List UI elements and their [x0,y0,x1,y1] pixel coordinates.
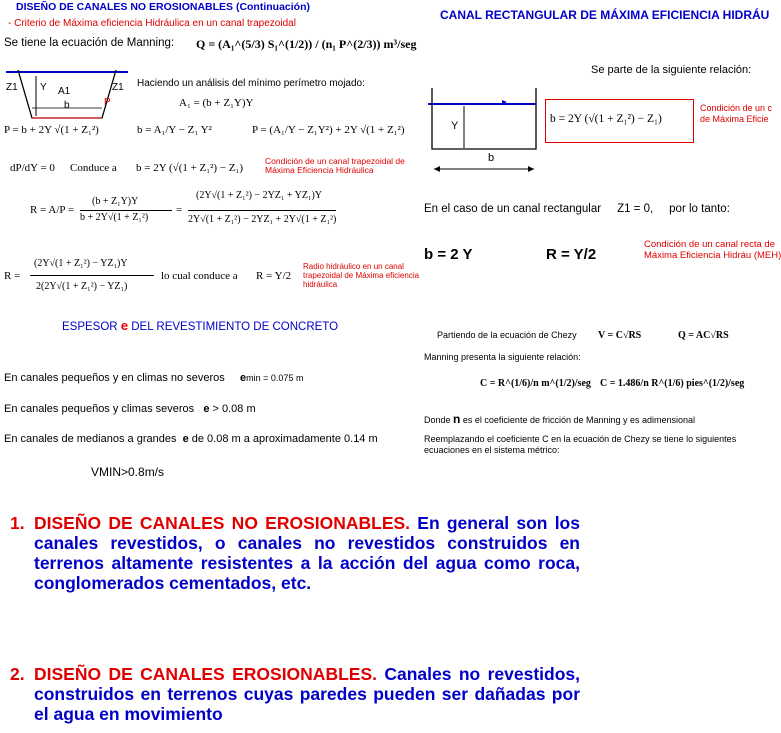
rect-label-y: Y [451,120,459,132]
eq-area: A₁ = (b + Z₁Y)Y [179,97,254,109]
espesor-title-b: DEL REVESTIMIENTO DE CONCRETO [131,321,339,333]
espesor-title-a: ESPESOR [62,321,118,333]
manning-equation: Q = (A₁^(5/3) S₁^(1/2)) / (n₁ P^(2/3)) m³/seg [196,37,417,51]
conduce-text: Conduce a [70,162,117,174]
eq-box-text: b = 2Y (√(1 + Z₁²) − Z₁) [550,113,662,125]
caso-text: En el caso de un canal rectangular Z1 = 0, por lo tanto: [424,203,730,215]
fraction-bar-2 [188,210,336,211]
chezy-intro: Partiendo de la ecuación de Chezy [437,330,577,340]
list-head-1: DISEÑO DE CANALES NO EROSIONABLES. [34,513,411,533]
chezy-eq-v: V = C√RS [598,330,642,341]
eq-r2-num: (2Y√(1 + Z₁²) − YZ₁)Y [34,258,128,269]
label-b: b [64,100,70,111]
rect-label-b: b [488,152,495,164]
line3-text: En canales de medianos a grandes [4,433,177,445]
donde-n: n [453,412,461,426]
line1-text: En canales pequeños y en climas no severos [4,372,225,384]
line1-e: e [240,372,247,384]
eq-b: b = A₁/Y − Z₁ Y² [137,124,212,136]
label-y: Y [40,82,47,93]
c-eq-metric: C = R^(1/6)/n m^(1/2)/seg [480,378,591,389]
donde-b: es el coeficiente de fricción de Manning y es adimensional [462,415,696,425]
list-num-2: 2. [10,664,25,684]
eq-r1-lhs: R = A/P = [30,204,75,216]
eq-r1-num: (b + Z₁Y)Y [92,196,139,207]
eq-r1-den2: 2Y√(1 + Z₁²) − 2YZ₁ + 2Y√(1 + Z₁²) [188,214,337,225]
fraction-bar-1 [80,210,172,211]
reemplazando-text: Reemplazando el coeficiente C en la ecuación de Chezy se tiene lo siguientes ecuaciones en el sistema métrico: [424,434,737,455]
list-item-1 [10,513,580,593]
line2-text: En canales pequeños y climas severos [4,403,195,415]
analysis-text: Haciendo un análisis del mínimo perímetro mojado: [137,78,365,89]
line3-value: de 0.08 m a aproximadamente 0.14 m [191,433,378,445]
list-head-2: DISEÑO DE CANALES EROSIONABLES. [34,664,377,684]
label-z1-left: Z1 [6,82,18,93]
line2-e: e [203,403,210,415]
espesor-line-1 [4,372,303,384]
eq-r2-den: 2(2Y√(1 + Z₁²) − YZ₁) [36,281,128,292]
note-box: Condición de un c de Máxima Eficie [700,103,773,124]
vmin-text: VMIN>0.8m/s [91,465,165,479]
manning-intro: Se tiene la ecuación de Manning: [4,37,175,49]
lo-cual-text: lo cual conduce a [161,270,238,282]
eq-p2: P = (A₁/Y − Z₁Y²) + 2Y √(1 + Z₁²) [252,124,405,136]
line2-value: > 0.08 m [212,403,256,415]
manning-relation-text: Manning presenta la siguiente relación: [424,352,581,362]
eq-equals-1: = [176,204,183,216]
eq-r1-num2: (2Y√(1 + Z₁²) − 2YZ₁ + YZ₁)Y [196,190,323,201]
right-title: CANAL RECTANGULAR DE MÁXIMA EFICIENCIA HIDRÁU [440,8,770,22]
parte-text: Se parte de la siguiente relación: [591,64,752,76]
left-title: DISEÑO DE CANALES NO EROSIONABLES (Continuación) [16,1,311,13]
note-meh: Condición de un canal recta de Máxima Eficiencia Hidráu (MEH) [644,239,781,261]
fraction-bar-3 [30,275,154,276]
list-text-2: Canales no revestidos, construidos en terrenos cuyas paredes pueden ser dañadas por el agua en movimiento [34,664,580,724]
r-equals-y2: R = Y/2 [546,246,597,263]
eq-r2-lhs: R = [4,270,21,282]
b-equals-2y: b = 2 Y [424,246,473,263]
label-p: P [104,97,111,108]
espesor-line-3 [4,433,378,445]
rectangle-diagram [424,82,544,177]
list-text-1: En general son los canales revestidos, o canales no revestidos construidos en terrenos altamente resistentes a la acción del agua como roca, conglomerados cementados, etc. [34,513,580,593]
note-radio: Radio hidráulico en un canal trapezoidal de Máxima eficiencia hidráulica [303,262,420,289]
espesor-title [62,318,338,333]
label-a1: A1 [58,86,71,97]
list-num-1: 1. [10,513,25,533]
eq-r-final: R = Y/2 [256,270,292,282]
eq-b-optimal: b = 2Y (√(1 + Z₁²) − Z₁) [136,162,243,174]
line1-value: min = 0.075 m [246,373,304,383]
eq-derivative: dP/dY = 0 [10,162,55,174]
c-eq-imperial: C = 1.486/n R^(1/6) pies^(1/2)/seg [600,378,745,389]
espesor-e: e [120,318,129,333]
label-z1-right: Z1 [112,82,124,93]
criterio-text: - Criterio de Máxima eficiencia Hidráulica en un canal trapezoidal [8,18,296,29]
donde-text [424,412,695,426]
line3-e: e [182,433,189,445]
donde-a: Donde [424,415,451,425]
eq-r1-den: b + 2Y√(1 + Z₁²) [80,212,149,223]
espesor-line-2 [4,403,256,415]
note-trapezoidal: Condición de un canal trapezoidal de Máxima Eficiencia Hidráulica [265,156,405,175]
list-item-2 [10,664,580,724]
chezy-eq-q: Q = AC√RS [678,330,729,341]
eq-perimeter: P = b + 2Y √(1 + Z₁²) [4,124,99,136]
